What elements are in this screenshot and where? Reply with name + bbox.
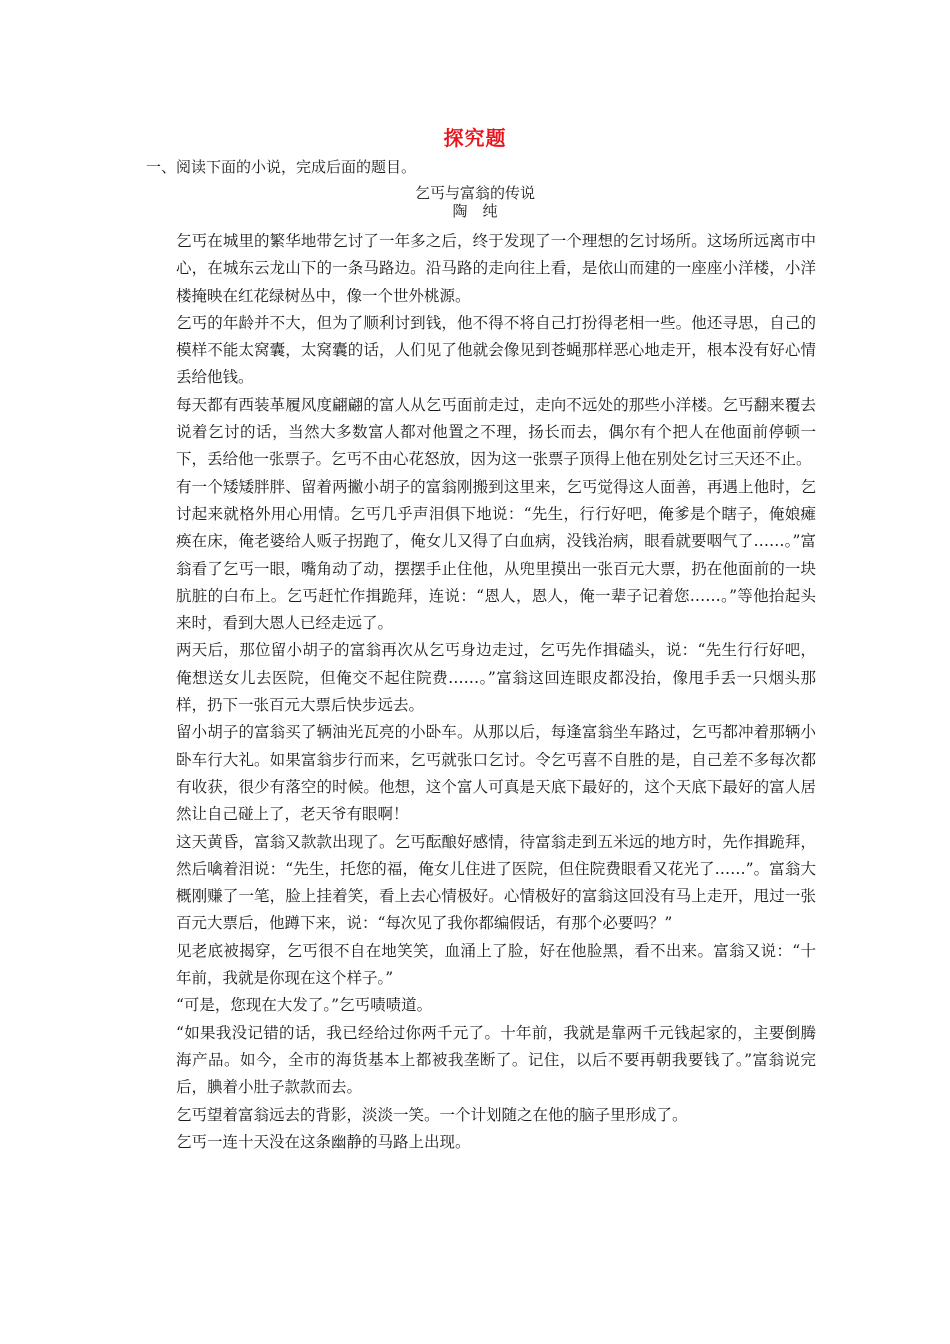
paragraph: 乞丐在城里的繁华地带乞讨了一年多之后，终于发现了一个理想的乞讨场所。这场所远离市中心，在城东云龙山下的一条马路边。沿马路的走向往上看，是依山而建的一座座小洋楼，小洋楼掩映在红花绿树丛中，像一个世外桃源。 <box>176 232 816 305</box>
paragraph: 乞丐望着富翁远去的背影，淡淡一笑。一个计划随之在他的脑子里形成了。 <box>176 1105 688 1124</box>
paragraph: 两天后，那位留小胡子的富翁再次从乞丐身边走过，乞丐先作揖磕头，说：“先生行行好吧，俺想送女儿去医院，但俺交不起住院费……。”富翁这回连眼皮都没抬，像甩手丢一只烟头那样，扔下一张百元大票后快步远去。 <box>176 641 816 715</box>
paragraph: “可是，您现在大发了。”乞丐啧啧道。 <box>176 996 433 1015</box>
paragraph: 乞丐一连十天没在这条幽静的马路上出现。 <box>176 1132 471 1151</box>
story-body <box>176 228 816 1156</box>
paragraph: 乞丐的年龄并不大，但为了顺利讨到钱，他不得不将自己打扮得老相一些。他还寻思，自己的模样不能太窝囊，太窝囊的话，人们见了他就会像见到苍蝇那样恶心地走开，根本没有好心情丢给他钱。 <box>176 313 816 387</box>
page-title: 探究题 <box>443 126 507 150</box>
paragraph: 见老底被揭穿，乞丐很不自在地笑笑，血涌上了脸，好在他脸黑，看不出来。富翁又说：“十年前，我就是你现在这个样子。” <box>176 941 816 988</box>
question-prompt: 一、阅读下面的小说，完成后面的题目。 <box>146 158 417 176</box>
paragraph: “如果我没记错的话，我已经给过你两千元了。十年前，我就是靠两千元钱起家的，主要倒腾海产品。如今，全市的海货基本上都被我垄断了。记住，以后不要再朝我要钱了。”富翁说完后，腆着小肚子款款而去。 <box>176 1023 816 1097</box>
story-author: 陶 纯 <box>452 202 498 220</box>
paragraph: 有一个矮矮胖胖、留着两撇小胡子的富翁刚搬到这里来，乞丐觉得这人面善，再遇上他时，乞讨起来就格外用心用情。乞丐几乎声泪俱下地说：“先生，行行好吧，俺爹是个瞎子，俺娘瘫痪在床，俺老婆给人贩子拐跑了，俺女儿又得了白血病，没钱治病，眼看就要咽气了……。”富翁看了乞丐一眼，嘴角动了动，摆摆手止住他，从兜里摸出一张百元大票，扔在他面前的一块肮脏的白布上。乞丐赶忙作揖跪拜，连说：“恩人，恩人，俺一辈子记着您……。”等他抬起头来时，看到大恩人已经走远了。 <box>176 477 816 633</box>
paragraph: 这天黄昏，富翁又款款出现了。乞丐酝酿好感情，待富翁走到五米远的地方时，先作揖跪拜，然后噙着泪说：“先生，托您的福，俺女儿住进了医院，但住院费眼看又花光了……”。富翁大概刚赚了一笔，脸上挂着笑，看上去心情极好。心情极好的富翁这回没有马上走开，甩过一张百元大票后，他蹲下来，说：“每次见了我你都编假话，有那个必要吗？” <box>176 832 816 933</box>
paragraph: 留小胡子的富翁买了辆油光瓦亮的小卧车。从那以后，每逢富翁坐车路过，乞丐都冲着那辆小卧车行大礼。如果富翁步行而来，乞丐就张口乞讨。令乞丐喜不自胜的是，自己差不多每次都有收获，很少有落空的时候。他想，这个富人可真是天底下最好的，这个天底下最好的富人居然让自己碰上了，老天爷有眼啊！ <box>176 723 816 824</box>
paragraph: 每天都有西装革履风度翩翩的富人从乞丐面前走过，走向不远处的那些小洋楼。乞丐翻来覆去说着乞讨的话，当然大多数富人都对他置之不理，扬长而去，偶尔有个把人在他面前停顿一下，丢给他一张票子。乞丐不由心花怒放，因为这一张票子顶得上他在别处乞讨三天还不止。 <box>176 395 816 469</box>
story-title: 乞丐与富翁的传说 <box>414 184 535 202</box>
